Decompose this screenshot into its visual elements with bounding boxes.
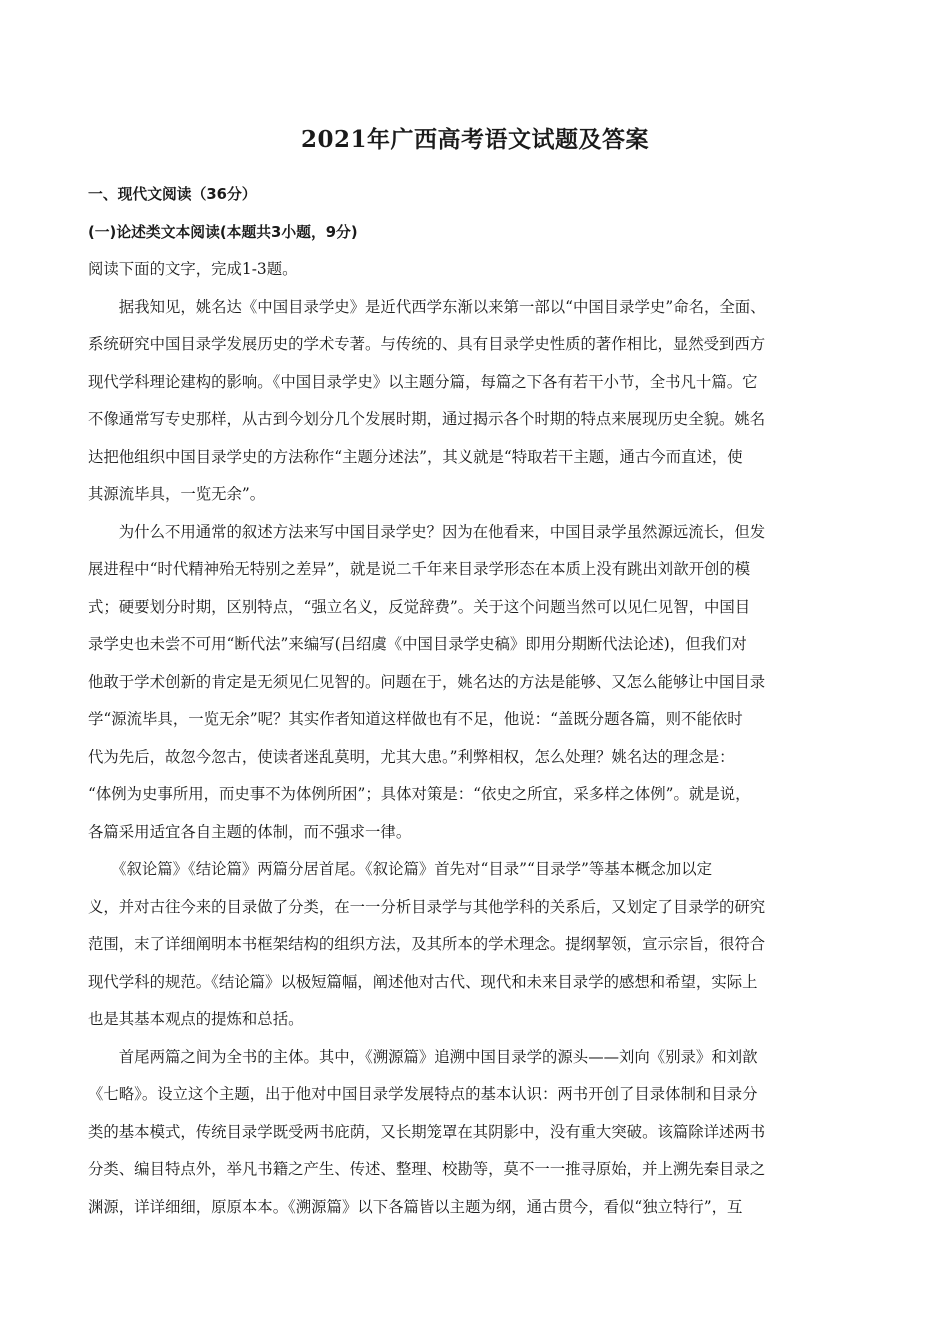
passage-line: 达把他组织中国目录学史的方法称作“主题分述法”，其义就是“特取若干主题，通古今而直述，使 xyxy=(88,447,743,466)
passage-line: 录学史也未尝不可用“断代法”来编写(吕绍虞《中国目录学史稿》即用分期断代法论述)，但我们对 xyxy=(88,635,747,653)
section-heading: 一、现代文阅读（36分） xyxy=(88,186,257,203)
passage-line: 现代学科理论建构的影响。《中国目录学史》以主题分篇，每篇之下各有若干小节，全书凡十篇。它 xyxy=(88,372,758,391)
passage-line: “体例为史事所用，而史事不为体例所困”；具体对策是：“依史之所宜，采多样之体例”。就是说， xyxy=(88,785,751,803)
passage-line: 他敢于学术创新的肯定是无须见仁见智的。问题在于，姚名达的方法是能够、又怎么能够让中国目录 xyxy=(88,672,766,691)
passage-line: 也是其基本观点的提炼和总括。 xyxy=(88,1010,304,1028)
passage-line: 首尾两篇之间为全书的主体。其中，《溯源篇》追溯中国目录学的源头——刘向《别录》和刘歆 xyxy=(88,1047,758,1066)
passage-line: 其源流毕具，一览无余”。 xyxy=(88,485,266,503)
passage-line: 式；硬要划分时期，区别特点，“强立名义，反觉辞费”。关于这个问题当然可以见仁见智，中国目 xyxy=(88,597,751,616)
passage-line: 系统研究中国目录学发展历史的学术专著。与传统的、具有目录学史性质的著作相比，显然受到西方 xyxy=(88,335,766,353)
document-body xyxy=(88,176,864,1226)
passage-line: 范围，末了详细阐明本书框架结构的组织方法，及其所本的学术理念。提纲挈领，宣示宗旨，很符合 xyxy=(88,935,766,953)
passage-line: 据我知见，姚名达《中国目录学史》是近代西学东渐以来第一部以“中国目录学史”命名，全面、 xyxy=(88,297,766,316)
passage-line: 现代学科的规范。《结论篇》以极短篇幅，阐述他对古代、现代和未来目录学的感想和希望，实际上 xyxy=(88,972,758,991)
subsection-heading: (一)论述类文本阅读(本题共3小题，9分) xyxy=(88,223,358,241)
passage-line: 《叙论篇》《结论篇》两篇分居首尾。《叙论篇》首先对“目录”“目录学”等基本概念加以定 xyxy=(88,860,712,878)
page-title: 2021年广西高考语文试题及答案 xyxy=(300,126,649,153)
passage-line: 分类、编目特点外，举凡书籍之产生、传述、整理、校勘等，莫不一一推寻原始，并上溯先秦目录之 xyxy=(88,1160,766,1178)
passage-line: 渊源，详详细细，原原本本。《溯源篇》以下各篇皆以主题为纲，通古贯今，看似“独立特行”，互 xyxy=(88,1197,743,1216)
passage-line: 学“源流毕具，一览无余”呢？其实作者知道这样做也有不足，他说：“盖既分题各篇，则不能依时 xyxy=(88,710,743,728)
passage-line: 义，并对古往今来的目录做了分类，在一一分析目录学与其他学科的关系后，又划定了目录学的研究 xyxy=(88,897,766,916)
passage-line: 不像通常写专史那样，从古到今划分几个发展时期，通过揭示各个时期的特点来展现历史全貌。姚名 xyxy=(88,410,766,428)
passage-line: 展进程中“时代精神殆无特别之差异”，就是说二千年来目录学形态在本质上没有跳出刘歆开创的模 xyxy=(88,560,751,578)
passage-line: 为什么不用通常的叙述方法来写中国目录学史？因为在他看来，中国目录学虽然源远流长，但发 xyxy=(88,522,766,541)
passage-line: 各篇采用适宜各自主题的体制，而不强求一律。 xyxy=(88,822,412,841)
passage-line: 代为先后，故忽今忽古，使读者迷乱莫明，尤其大患。”利弊相权，怎么处理？姚名达的理念是： xyxy=(88,747,735,766)
passage-line: 《七略》。设立这个主题，出于他对中国目录学发展特点的基本认识：两书开创了目录体制和目录分 xyxy=(88,1085,758,1103)
instruction-text: 阅读下面的文字，完成1-3题。 xyxy=(88,260,298,278)
passage-text xyxy=(88,289,864,1227)
passage-line: 类的基本模式，传统目录学既受两书庇荫，又长期笼罩在其阴影中，没有重大突破。该篇除详述两书 xyxy=(88,1122,766,1141)
